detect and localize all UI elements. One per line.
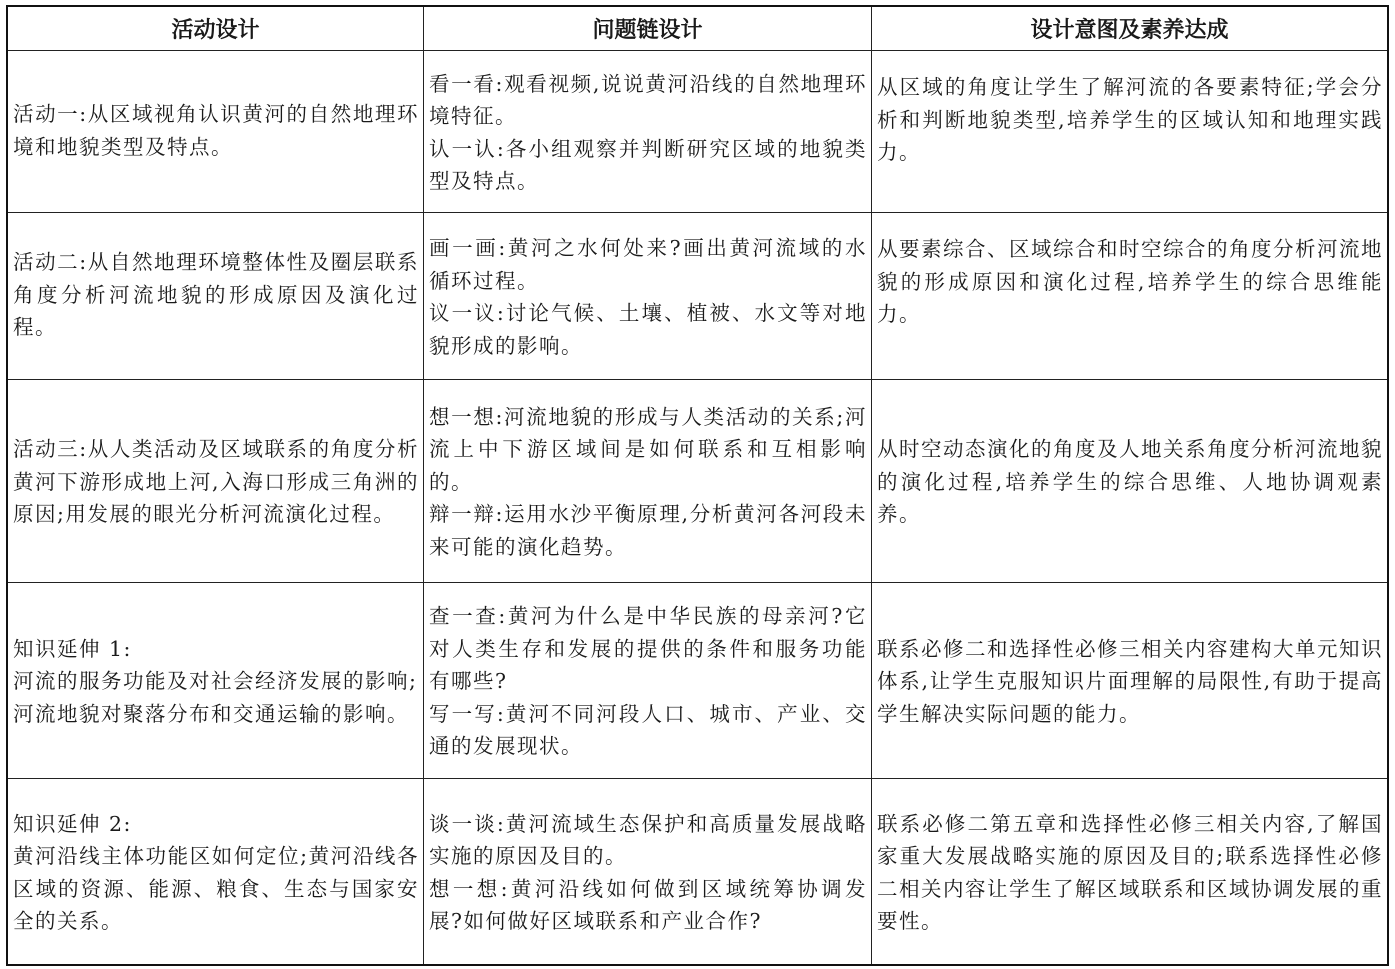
- row2-questions-cell: [424, 213, 872, 380]
- row1-activity-line: 活动一:从区域视角认识黄河的自然地理环境和地貌类型及特点。: [13, 102, 419, 159]
- row5-intent-text: 联系必修二第五章和选择性必修三相关内容,了解国家重大发展战略实施的原因及目的;联系选择性必修二相关内容让学生了解区域联系和区域协调发展的重要性。: [877, 811, 1383, 933]
- row1-activity-cell: [8, 51, 424, 213]
- row2-intent-text: 从要素综合、区域综合和时空综合的角度分析河流地貌的形成原因和演化过程,培养学生的综合思维能力。: [877, 237, 1383, 326]
- row1-intent-text: 从区域的角度让学生了解河流的各要素特征;学会分析和判断地貌类型,培养学生的区域认知和地理实践力。: [877, 75, 1383, 164]
- row4-questions-cell: [424, 583, 872, 779]
- row5-question-1: 谈一谈:黄河流域生态保护和高质量发展战略实施的原因及目的。: [429, 811, 867, 868]
- row2-activity-line: 活动二:从自然地理环境整体性及圈层联系角度分析河流地貌的形成原因及演化过程。: [13, 250, 419, 340]
- row4-intent-text: 联系必修二和选择性必修三相关内容建构大单元知识体系,让学生克服知识片面理解的局限性,有助于提高学生解决实际问题的能力。: [877, 636, 1383, 726]
- row1-intent-cell: [872, 51, 1387, 213]
- row5-intent-cell: [872, 779, 1387, 964]
- row4-intent-cell: [872, 583, 1387, 779]
- row5-activity-title: 知识延伸 2:: [13, 811, 132, 836]
- header-intent: 设计意图及素养达成: [872, 7, 1387, 51]
- row2-intent-cell: [872, 213, 1387, 380]
- row3-question-2: 辩一辩:运用水沙平衡原理,分析黄河各河段未来可能的演化趋势。: [429, 502, 867, 559]
- row3-intent-cell: [872, 380, 1387, 583]
- row3-activity-cell: [8, 380, 424, 583]
- row1-questions-cell: [424, 51, 872, 213]
- row3-questions-cell: [424, 380, 872, 583]
- row5-activity-line-1: 黄河沿线主体功能区如何定位;黄河沿线各区域的资源、能源、粮食、生态与国家安全的关系。: [13, 844, 419, 933]
- row4-activity-line-1: 河流的服务功能及对社会经济发展的影响;: [13, 669, 418, 694]
- row3-intent-text: 从时空动态演化的角度及人地关系角度分析河流地貌的演化过程,培养学生的综合思维、人地协调观素养。: [877, 437, 1383, 527]
- row3-activity-line: 活动三:从人类活动及区域联系的角度分析黄河下游形成地上河,入海口形成三角洲的原因;用发展的眼光分析河流演化过程。: [13, 437, 419, 527]
- row2-activity-cell: [8, 213, 424, 380]
- header-activity: 活动设计: [8, 7, 424, 51]
- row1-question-2: 认一认:各小组观察并判断研究区域的地貌类型及特点。: [429, 136, 867, 193]
- row2-question-2: 议一议:讨论气候、土壤、植被、水文等对地貌形成的影响。: [429, 301, 867, 358]
- row1-question-1: 看一看:观看视频,说说黄河沿线的自然地理环境特征。: [429, 71, 867, 128]
- activity-design-table: [6, 5, 1389, 966]
- row5-activity-cell: [8, 779, 424, 964]
- row3-question-1: 想一想:河流地貌的形成与人类活动的关系;河流上中下游区域间是如何联系和互相影响的。: [429, 404, 867, 494]
- row4-activity-cell: [8, 583, 424, 779]
- row5-questions-cell: [424, 779, 872, 964]
- row5-question-2: 想一想:黄河沿线如何做到区域统筹协调发展?如何做好区域联系和产业合作?: [429, 876, 867, 933]
- row4-activity-title: 知识延伸 1:: [13, 636, 132, 661]
- row2-question-1: 画一画:黄河之水何处来?画出黄河流域的水循环过程。: [429, 236, 867, 293]
- header-questions: 问题链设计: [424, 7, 872, 51]
- row4-question-1: 查一查:黄河为什么是中华民族的母亲河?它对人类生存和发展的提供的条件和服务功能有哪些?: [429, 604, 867, 694]
- row4-activity-line-2: 河流地貌对聚落分布和交通运输的影响。: [13, 701, 409, 726]
- row4-question-2: 写一写:黄河不同河段人口、城市、产业、交通的发展现状。: [429, 701, 867, 759]
